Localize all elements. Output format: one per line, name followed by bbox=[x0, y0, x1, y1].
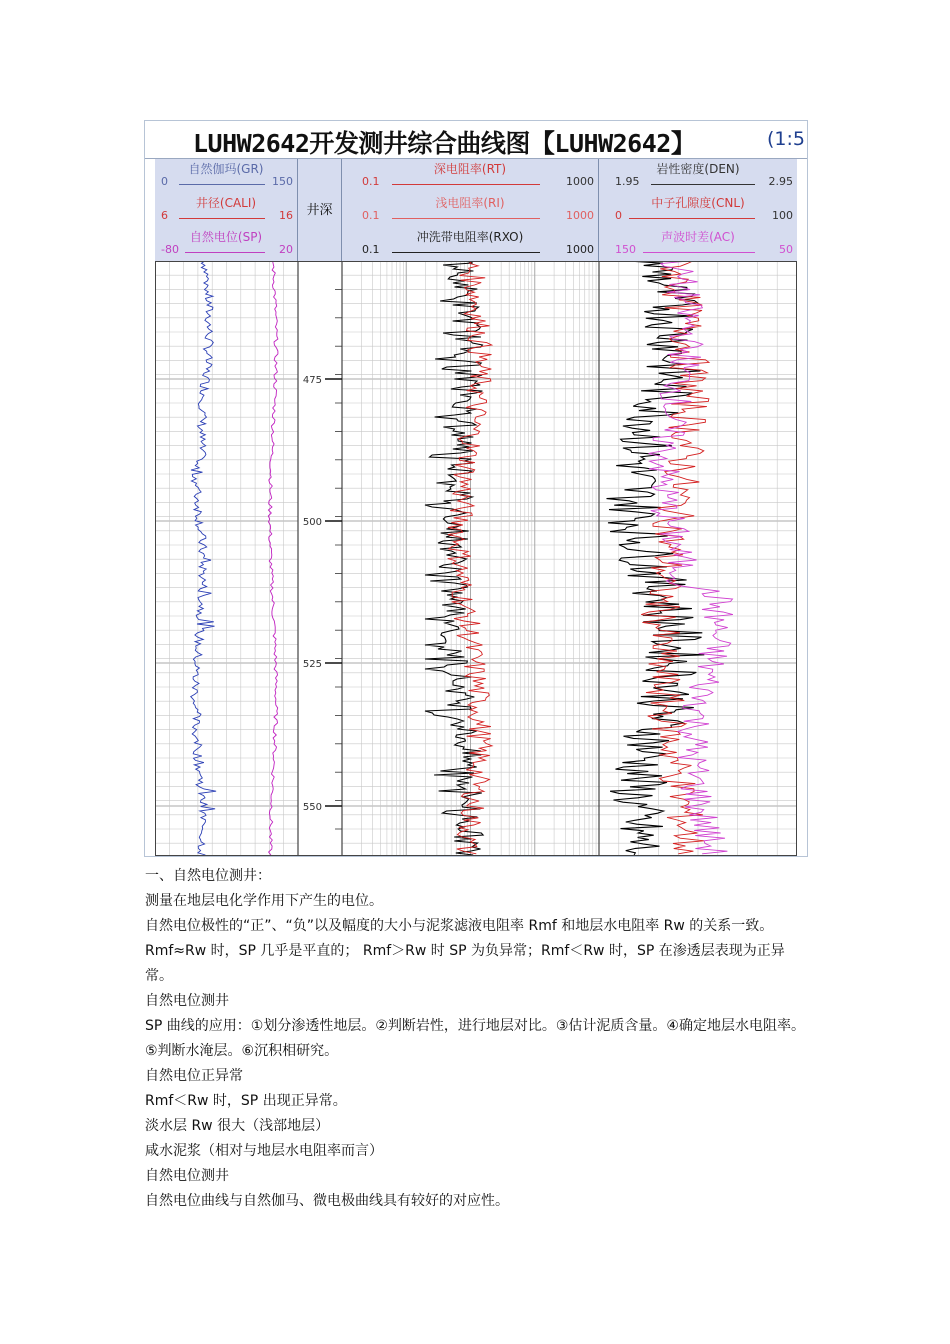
depth-label: 525 bbox=[302, 659, 322, 670]
curve-name: 浅电阻率(RI) bbox=[435, 196, 505, 210]
curve-max: 100 bbox=[772, 209, 793, 222]
curve-max: 1000 bbox=[566, 243, 594, 256]
subheading: 自然电位测井 bbox=[145, 1168, 229, 1184]
curve-max: 1000 bbox=[566, 175, 594, 188]
track-3-header bbox=[599, 159, 797, 261]
curve-max: 2.95 bbox=[768, 175, 793, 188]
curve-header-cnl bbox=[599, 193, 797, 227]
curve-header-rxo bbox=[342, 227, 598, 261]
curve-legend-line bbox=[392, 252, 540, 253]
log-curves-plot bbox=[155, 261, 797, 856]
curve-min: 0.1 bbox=[362, 243, 380, 256]
paragraph: 咸水泥浆（相对与地层水电阻率而言） bbox=[145, 1143, 383, 1159]
depth-label: 550 bbox=[302, 802, 322, 813]
track-header-band bbox=[155, 159, 797, 262]
subheading: 自然电位正异常 bbox=[145, 1068, 243, 1084]
curve-name: 井径(CALI) bbox=[195, 196, 257, 210]
paragraph: 自然电位曲线与自然伽马、微电极曲线具有较好的对应性。 bbox=[145, 1193, 509, 1209]
log-figure bbox=[144, 120, 808, 857]
document-body bbox=[145, 864, 810, 1214]
curve-legend-line bbox=[651, 184, 755, 185]
curve-max: 16 bbox=[279, 209, 293, 222]
log-body bbox=[155, 261, 797, 856]
log-title-bar bbox=[145, 121, 808, 159]
curve-header-sp bbox=[155, 227, 297, 261]
curve-min: 0.1 bbox=[362, 175, 380, 188]
curve-legend-line bbox=[629, 218, 755, 219]
paragraph: 淡水层 Rw 很大（浅部地层） bbox=[145, 1118, 330, 1134]
log-scale: (1:5 bbox=[767, 128, 805, 150]
curve-max: 150 bbox=[272, 175, 293, 188]
curve-name: 声波时差(AC) bbox=[661, 230, 735, 244]
curve-max: 1000 bbox=[566, 209, 594, 222]
curve-legend-line bbox=[643, 252, 755, 253]
curve-name: 岩性密度(DEN) bbox=[656, 162, 740, 176]
curve-name: 深电阻率(RT) bbox=[433, 162, 507, 176]
curve-min: -80 bbox=[161, 243, 179, 256]
curve-min: 0.1 bbox=[362, 209, 380, 222]
track-2-header bbox=[342, 159, 599, 261]
curve-legend-line bbox=[392, 218, 540, 219]
curve-min: 1.95 bbox=[615, 175, 640, 188]
paragraph: 测量在地层电化学作用下产生的电位。 bbox=[145, 893, 383, 909]
curve-max: 20 bbox=[279, 243, 293, 256]
curve-min: 0 bbox=[615, 209, 622, 222]
curve-min: 0 bbox=[161, 175, 168, 188]
curve-header-ac bbox=[599, 227, 797, 261]
curve-header-gr bbox=[155, 159, 297, 193]
depth-label: 500 bbox=[302, 517, 322, 528]
curve-min: 6 bbox=[161, 209, 168, 222]
depth-track-header bbox=[298, 159, 342, 261]
depth-header-label: 井深 bbox=[306, 203, 333, 218]
curve-header-ri bbox=[342, 193, 598, 227]
curve-legend-line bbox=[179, 218, 265, 219]
curve-min: 150 bbox=[615, 243, 636, 256]
track-1-header bbox=[155, 159, 298, 261]
depth-label: 475 bbox=[302, 375, 322, 386]
paragraph: 自然电位极性的“正”、“负”以及幅度的大小与泥浆滤液电阻率 Rmf 和地层水电阻率 Rw 的关系一致。Rmf≈Rw 时，SP 几乎是平直的； Rmf＞Rw 时 SP 为负异常；Rmf＜Rw 时，SP 在渗透层表现为正异常。 bbox=[145, 918, 785, 984]
subheading: 自然电位测井 bbox=[145, 993, 229, 1009]
curve-max: 50 bbox=[779, 243, 793, 256]
curve-name: 冲洗带电阻率(RXO) bbox=[416, 230, 524, 244]
curve-header-rt bbox=[342, 159, 598, 193]
paragraph: Rmf＜Rw 时，SP 出现正异常。 bbox=[145, 1093, 347, 1109]
log-title: LUHW2642开发测井综合曲线图【LUHW2642】 bbox=[193, 129, 696, 158]
section-heading: 一、自然电位测井： bbox=[145, 868, 271, 884]
paragraph: SP 曲线的应用：①划分渗透性地层。②判断岩性，进行地层对比。③估计泥质含量。④确定地层水电阻率。⑤判断水淹层。⑥沉积相研究。 bbox=[145, 1018, 805, 1059]
curve-header-cali bbox=[155, 193, 297, 227]
curve-name: 中子孔隙度(CNL) bbox=[651, 196, 745, 210]
curve-legend-line bbox=[179, 184, 265, 185]
curve-header-den bbox=[599, 159, 797, 193]
curve-name: 自然电位(SP) bbox=[189, 230, 263, 244]
curve-name: 自然伽玛(GR) bbox=[188, 162, 264, 176]
curve-legend-line bbox=[392, 184, 540, 185]
curve-legend-line bbox=[185, 252, 265, 253]
